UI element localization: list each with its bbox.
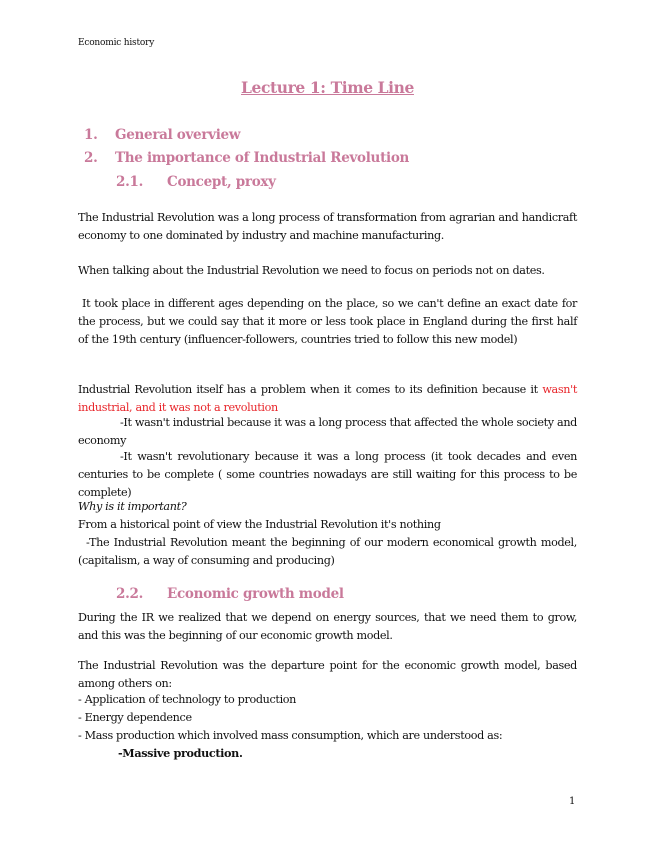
toc-number: 2. xyxy=(84,150,98,166)
toc-item-general-overview xyxy=(84,127,240,143)
list-item: - Mass production which involved mass consumption, which are understood as: xyxy=(78,729,503,742)
paragraph: During the IR we realized that we depend on energy sources, that we need them to grow, and this was the beginning of our economic growth model. xyxy=(78,611,577,642)
subheading-why: Why is it important? xyxy=(78,500,187,513)
paragraph: The Industrial Revolution was a long process of transformation from agrarian and handicraft economy to one dominated by industry and machine manufacturing. xyxy=(78,211,577,242)
paragraph: -It wasn't industrial because it was a long process that affected the whole society and economy xyxy=(78,416,577,447)
highlighted-text: wasn't industrial, and it was not a revolution xyxy=(78,383,577,414)
paragraph: From a historical point of view the Industrial Revolution it's nothing xyxy=(78,518,441,531)
toc-number: 2.1. xyxy=(116,174,143,190)
section-number: 2.2. xyxy=(116,586,143,602)
toc-label: Concept, proxy xyxy=(167,174,276,190)
paragraph: When talking about the Industrial Revolution we need to focus on periods not on dates. xyxy=(78,264,545,277)
paragraph-text: Industrial Revolution itself has a problem when it comes to its definition because it xyxy=(78,383,543,396)
toc-label: The importance of Industrial Revolution xyxy=(115,150,410,166)
section-heading-economic-growth xyxy=(116,586,344,602)
paragraph: -It wasn't revolutionary because it was a long process (it took decades and even centuries to be complete ( some countries nowadays are still waiting for this process to be complete) xyxy=(78,450,577,499)
bold-list-item: -Massive production. xyxy=(118,746,243,760)
toc-item-industrial-revolution xyxy=(84,150,409,166)
paragraph: -The Industrial Revolution meant the beginning of our modern economical growth model, (capitalism, a way of consuming and producing) xyxy=(78,536,577,567)
toc-number: 1. xyxy=(84,127,98,143)
toc-label: General overview xyxy=(115,127,241,143)
paragraph: The Industrial Revolution was the departure point for the economic growth model, based among others on: xyxy=(78,659,577,690)
section-label: Economic growth model xyxy=(167,586,344,602)
list-item: - Application of technology to production xyxy=(78,693,297,706)
page-title: Lecture 1: Time Line xyxy=(241,78,414,97)
page-number: 1 xyxy=(569,796,576,807)
paragraph: It took place in different ages depending on the place, so we can't define an exact date for the process, but we could say that it more or less took place in England during the first half of the 19th century (influencer-followers, countries tried to follow this new model) xyxy=(78,297,577,346)
running-header: Economic history xyxy=(78,38,155,48)
toc-item-concept-proxy xyxy=(116,174,276,190)
paragraph-definition xyxy=(78,381,577,417)
list-item: - Energy dependence xyxy=(78,711,192,724)
